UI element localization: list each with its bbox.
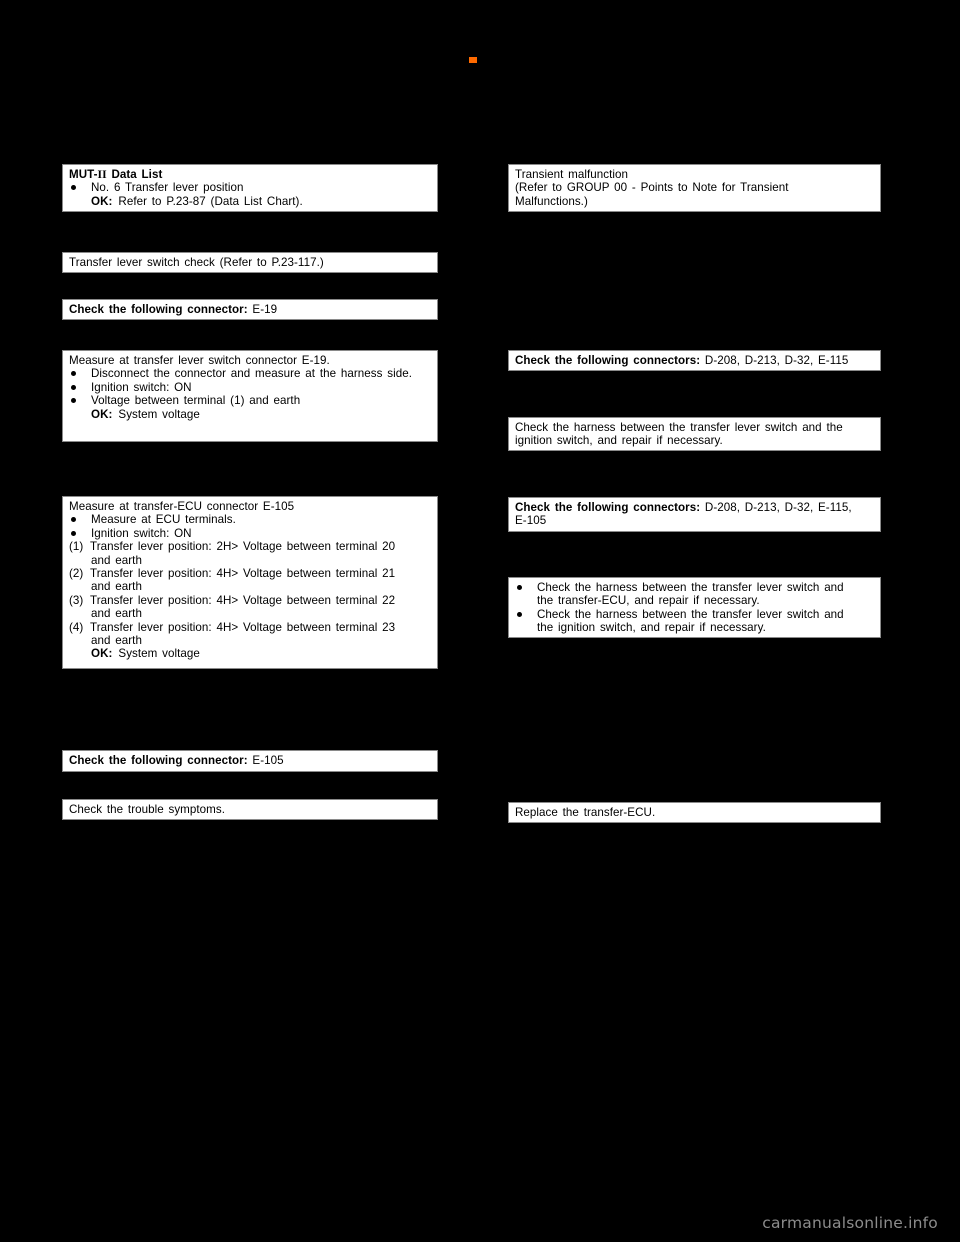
harness-ignition-box [508,417,881,451]
ok-criteria: OK: System voltage [91,647,200,661]
list-item: Measure at ECU terminals. [69,513,431,526]
step-item: (4) Transfer lever position: 4H> Voltage between terminal 23 [69,620,396,634]
ok-criteria: OK: System voltage [91,407,200,421]
harness-line: ignition switch, and repair if necessary. [515,434,723,448]
list-item-continuation: the ignition switch, and repair if necessary. [537,621,766,635]
bullet-icon [69,527,91,540]
step-item: (1) Transfer lever position: 2H> Voltage between terminal 20 [69,540,396,554]
bullet-icon [515,581,537,594]
bullet-icon [69,394,91,407]
list-item: Voltage between terminal (1) and earth [69,394,431,407]
step-continuation: and earth [91,634,142,648]
list-item: Check the harness between the transfer lever switch and [515,608,874,621]
measure-ecu-title: Measure at transfer-ECU connector E-105 [69,500,295,513]
connector-value-continued: E-105 [515,514,547,528]
bullet-icon [69,181,91,194]
list-item: Ignition switch: ON [69,381,431,394]
step-continuation: and earth [91,580,142,594]
connector-check-e19-box: Check the following connector: E-19 [62,299,438,320]
connectors-check-2-box: Check the following connectors: D-208, D-213, D-32, E-115, E-105 [508,497,881,532]
harness-line: Check the harness between the transfer lever switch and the [515,421,843,434]
measure-ecu-box [62,496,438,669]
measure-switch-title: Measure at transfer lever switch connector E-19. [69,354,330,367]
harness-repair-box [508,577,881,638]
list-item: Check the harness between the transfer lever switch and [515,581,874,594]
mut-data-list-box [62,164,438,212]
step-item: (2) Transfer lever position: 4H> Voltage between terminal 21 [69,567,396,581]
step-item: (3) Transfer lever position: 4H> Voltage between terminal 22 [69,593,396,607]
list-item: Ignition switch: ON [69,527,431,540]
measure-switch-box [62,350,438,442]
transient-line: Transient malfunction [515,168,628,181]
watermark-link[interactable]: carmanualsonline.info [762,1214,938,1232]
bullet-icon [515,608,537,621]
list-item: Disconnect the connector and measure at the harness side. [69,367,431,380]
bullet-icon [69,381,91,394]
replace-ecu-box: Replace the transfer-ECU. [508,802,881,823]
bullet-icon [69,367,91,380]
list-item-continuation: the transfer-ECU, and repair if necessary. [537,594,760,608]
connectors-check-1-box: Check the following connectors: D-208, D-213, D-32, E-115 [508,350,881,371]
bullet-icon [69,513,91,526]
list-item: No. 6 Transfer lever position [69,181,431,194]
trouble-symptoms-box: Check the trouble symptoms. [62,799,438,820]
transient-line: Malfunctions.) [515,194,588,208]
mut-data-list-title: MUT-II Data List [69,168,163,181]
switch-check-box: Transfer lever switch check (Refer to P.23-117.) [62,252,438,273]
orange-page-marker [469,57,477,63]
connector-check-e105-box: Check the following connector: E-105 [62,750,438,772]
step-continuation: and earth [91,607,142,621]
transient-line: (Refer to GROUP 00 - Points to Note for Transient [515,181,789,195]
step-continuation: and earth [91,553,142,567]
transient-malfunction-box [508,164,881,212]
ok-criteria: OK: Refer to P.23-87 (Data List Chart). [91,194,303,208]
